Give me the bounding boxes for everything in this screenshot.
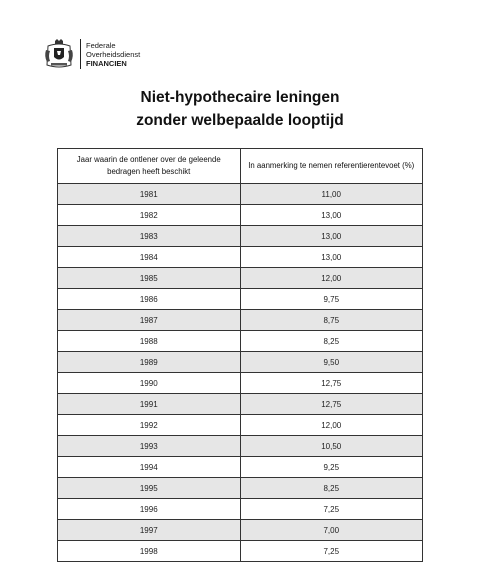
rate-cell: 9,50 (240, 352, 423, 373)
year-cell: 1991 (58, 394, 241, 415)
year-cell: 1983 (58, 226, 241, 247)
table-row (58, 499, 423, 520)
year-cell: 1982 (58, 205, 241, 226)
rate-cell: 12,00 (240, 268, 423, 289)
reference-rate-table (57, 148, 423, 562)
rate-cell: 7,25 (240, 499, 423, 520)
table-body (58, 184, 423, 562)
year-cell: 1995 (58, 478, 241, 499)
table-row (58, 247, 423, 268)
table-row (58, 478, 423, 499)
table-row (58, 520, 423, 541)
document-title-line1: Niet-hypothecaire leningen (140, 89, 340, 106)
table-row (58, 310, 423, 331)
table-row (58, 415, 423, 436)
rate-cell: 9,75 (240, 289, 423, 310)
org-name-line1: Federale (86, 40, 116, 50)
year-cell: 1993 (58, 436, 241, 457)
document-title-line2: zonder welbepaalde looptijd (136, 112, 344, 129)
table-row (58, 394, 423, 415)
org-logo (44, 38, 140, 70)
year-cell: 1986 (58, 289, 241, 310)
table-row (58, 373, 423, 394)
year-cell: 1998 (58, 541, 241, 562)
year-cell: 1990 (58, 373, 241, 394)
rate-cell: 13,00 (240, 226, 423, 247)
table-row (58, 352, 423, 373)
logo-divider (80, 39, 81, 69)
org-name-line2: Overheidsdienst (86, 49, 141, 59)
year-cell: 1987 (58, 310, 241, 331)
year-cell: 1994 (58, 457, 241, 478)
rate-cell: 13,00 (240, 205, 423, 226)
rate-cell: 12,75 (240, 394, 423, 415)
year-cell: 1989 (58, 352, 241, 373)
rate-cell: 8,25 (240, 331, 423, 352)
year-cell: 1996 (58, 499, 241, 520)
org-name (86, 41, 140, 68)
rate-cell: 12,00 (240, 415, 423, 436)
table-row (58, 226, 423, 247)
rate-cell: 7,00 (240, 520, 423, 541)
table-row (58, 184, 423, 205)
belgian-coat-of-arms-icon (44, 38, 74, 70)
year-cell: 1997 (58, 520, 241, 541)
rate-cell: 10,50 (240, 436, 423, 457)
rate-cell: 8,25 (240, 478, 423, 499)
table-row (58, 268, 423, 289)
rate-cell: 13,00 (240, 247, 423, 268)
table-row (58, 331, 423, 352)
year-cell: 1992 (58, 415, 241, 436)
org-name-line3: FINANCIEN (86, 58, 127, 68)
year-cell: 1981 (58, 184, 241, 205)
year-cell: 1984 (58, 247, 241, 268)
rate-cell: 7,25 (240, 541, 423, 562)
rate-cell: 11,00 (240, 184, 423, 205)
column-header-rate: In aanmerking te nemen referentierentevoet (%) (240, 149, 423, 184)
year-cell: 1985 (58, 268, 241, 289)
table-row (58, 457, 423, 478)
rate-cell: 12,75 (240, 373, 423, 394)
table-row (58, 436, 423, 457)
table-header-row (58, 149, 423, 184)
table-row (58, 289, 423, 310)
year-cell: 1988 (58, 331, 241, 352)
table-row (58, 541, 423, 562)
rate-cell: 9,25 (240, 457, 423, 478)
rate-cell: 8,75 (240, 310, 423, 331)
column-header-year: Jaar waarin de ontlener over de geleende bedragen heeft beschikt (58, 149, 241, 184)
table-row (58, 205, 423, 226)
